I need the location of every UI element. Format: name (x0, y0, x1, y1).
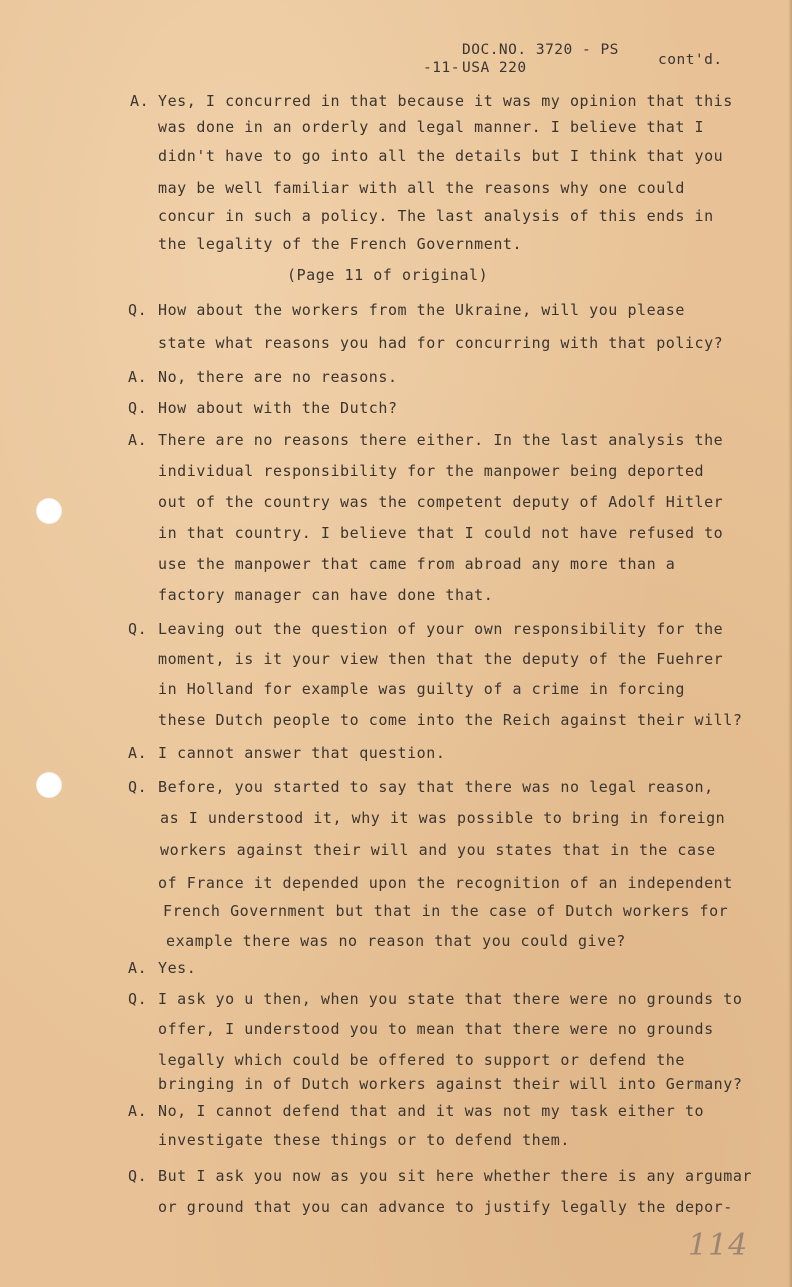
punch-hole-bottom (36, 772, 62, 798)
line-text: bringing in of Dutch workers against their will into Germany? (158, 1075, 743, 1093)
line-prefix: Q. (128, 778, 148, 796)
line-text: offer, I understood you to mean that there were no grounds (158, 1020, 714, 1038)
line-prefix: A. (128, 368, 148, 386)
line-text: Before, you started to say that there was no legal reason, (158, 778, 714, 796)
line-text: How about with the Dutch? (158, 399, 398, 417)
line-text: No, I cannot defend that and it was not my task either to (158, 1102, 705, 1120)
line-text: I ask yo u then, when you state that there were no grounds to (158, 990, 743, 1008)
line-text: in that country. I believe that I could not have refused to (158, 524, 724, 542)
doc-number: DOC.NO. 3720 - PS (462, 42, 619, 58)
line-prefix: Q. (128, 620, 148, 638)
line-text: use the manpower that came from abroad any more than a (158, 555, 676, 573)
line-text: moment, is it your view then that the deputy of the Fuehrer (158, 650, 724, 668)
line-text: didn't have to go into all the details but I think that you (158, 147, 724, 165)
line-prefix: A. (128, 959, 148, 977)
line-text: But I ask you now as you sit here whether there is any argumar (158, 1167, 753, 1185)
line-text: example there was no reason that you could give? (166, 932, 626, 950)
line-text: I cannot answer that question. (158, 744, 446, 762)
line-text: factory manager can have done that. (158, 586, 494, 604)
line-prefix: Q. (128, 990, 148, 1008)
line-text: may be well familiar with all the reasons why one could (158, 179, 685, 197)
page-reference: (Page 11 of original) (287, 266, 489, 284)
line-text: out of the country was the competent deputy of Adolf Hitler (158, 493, 724, 511)
line-text: in Holland for example was guilty of a crime in forcing (158, 680, 685, 698)
usa-number: USA 220 (462, 60, 527, 76)
line-prefix: A. (128, 1102, 148, 1120)
page-edge-shadow (788, 0, 792, 1287)
line-text: state what reasons you had for concurring with that policy? (158, 334, 724, 352)
handwritten-page-number: 114 (688, 1228, 749, 1263)
line-prefix: Q. (128, 301, 148, 319)
line-text: There are no reasons there either. In the last analysis the (158, 431, 724, 449)
page-marker: -11- (423, 60, 460, 76)
line-text: of France it depended upon the recognition of an independent (158, 874, 733, 892)
line-text: concur in such a policy. The last analysis of this ends in (158, 207, 714, 225)
line-text: legally which could be offered to support or defend the (158, 1051, 685, 1069)
line-text: these Dutch people to come into the Reich against their will? (158, 711, 743, 729)
continued-note: cont'd. (658, 52, 723, 68)
line-text: investigate these things or to defend them. (158, 1131, 570, 1149)
line-text: was done in an orderly and legal manner. I believe that I (158, 118, 705, 136)
line-text: Leaving out the question of your own responsibility for the (158, 620, 724, 638)
line-text: as I understood it, why it was possible to bring in foreign (160, 809, 726, 827)
line-prefix: Q. (128, 1167, 148, 1185)
line-prefix: A. (128, 431, 148, 449)
line-text: workers against their will and you states that in the case (160, 841, 716, 859)
line-text: or ground that you can advance to justify legally the depor- (158, 1198, 733, 1216)
line-prefix: A. (128, 744, 148, 762)
line-prefix: Q. (128, 399, 148, 417)
line-text: individual responsibility for the manpower being deported (158, 462, 705, 480)
line-prefix: A. (130, 92, 150, 110)
line-text: No, there are no reasons. (158, 368, 398, 386)
line-text: French Government but that in the case of Dutch workers for (163, 902, 729, 920)
line-text: Yes. (158, 959, 197, 977)
line-text: How about the workers from the Ukraine, will you please (158, 301, 685, 319)
line-text: Yes, I concurred in that because it was my opinion that this (158, 92, 733, 110)
line-text: the legality of the French Government. (158, 235, 523, 253)
punch-hole-top (36, 498, 62, 524)
